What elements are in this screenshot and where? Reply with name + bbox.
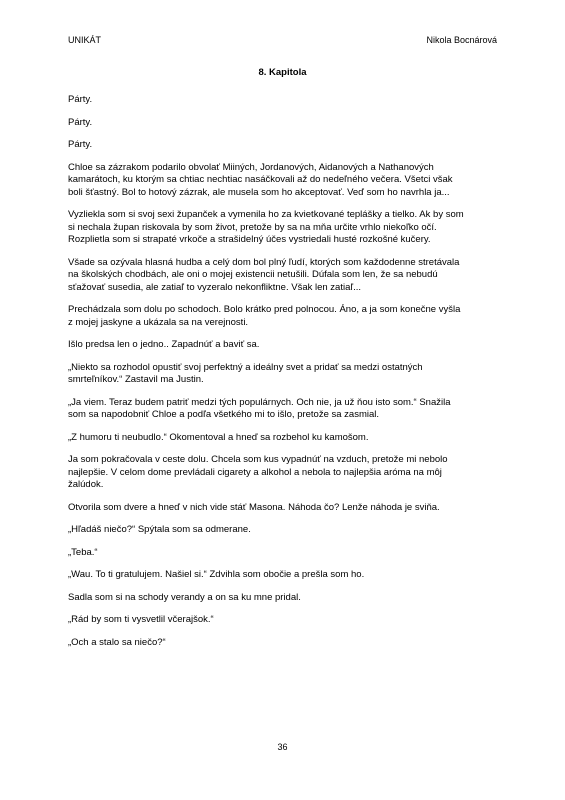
chapter-heading: 8. Kapitola	[258, 67, 307, 78]
paragraph: Vyzliekla som si svoj sexi županček a vymenila ho za kvietkované teplášky a tielko. Ak by som si nechala župan riskovala by som život, pretože by sa na mňa určite vrhlo niekoľko očí. Rozplietla som si strapaté vrkoče a strašidelný účes vystriedali husté rozkošné kučery.	[68, 209, 464, 245]
paragraph: „Och a stalo sa niečo?“	[68, 636, 166, 648]
paragraph: Išlo predsa len o jedno.. Zapadnúť a baviť sa.	[68, 339, 260, 350]
paragraph: Chloe sa zázrakom podarilo obvolať Miiných, Jordanových, Aidanových a Nathanových kamarátoch, ku ktorým sa chtiac nechtiac nasáčkovali až do nedeľného večera. Všetci však boli šťastný. Bol to hotový zázrak, ale musela som ho akceptovať. Veď som ho navrhla ja...	[68, 161, 453, 198]
header-author: Nikola Bocnárová	[426, 35, 497, 45]
paragraph: Párty.	[68, 139, 93, 150]
paragraph: Sadla som si na schody verandy a on sa ku mne pridal.	[68, 591, 301, 603]
paragraph: „Rád by som ti vysvetlil včerajšok.“	[68, 614, 214, 625]
paragraph: „Niekto sa rozhodol opustiť svoj perfektný a ideálny svet a pridať sa medzi ostatných smrteľníkov.“ Zastavil ma Justin.	[68, 361, 423, 385]
header-book-title: UNIKÁT	[68, 35, 102, 45]
paragraph: Všade sa ozývala hlasná hudba a celý dom bol plný ľudí, ktorých som každodenne stretávala na školských chodbách, ale oni o mojej existencii netušili. Dúfala som len, že sa nebudú sťažovať susedia, ale zatiaľ to vyzeralo nekonfliktne. Však len zatiaľ...	[68, 256, 460, 293]
page-number: 36	[277, 742, 288, 752]
paragraph: Párty.	[68, 116, 93, 128]
paragraph: „Teba.“	[68, 546, 98, 558]
paragraph: „Z humoru ti neubudlo.“ Okomentoval a hneď sa rozbehol ku kamošom.	[68, 431, 369, 443]
page-header	[68, 34, 497, 48]
paragraph: Prechádzala som dolu po schodoch. Bolo krátko pred polnocou. Áno, a ja som konečne vyšla z mojej jaskyne a ukázala sa na verejnosti.	[68, 304, 461, 328]
paragraph: Ja som pokračovala v ceste dolu. Chcela som kus vypadnúť na vzduch, pretože mi nebolo najlepšie. V celom dome prevládali cigarety a alkohol a nebola to najlepšia aróma na môj žalúdok.	[68, 454, 448, 490]
paragraph: „Ja viem. Teraz budem patriť medzi tých populárnych. Och nie, ja už ňou isto som.“ Snažila som sa napodobniť Chloe a podľa všetkého mi to išlo, pretože sa zasmial.	[68, 396, 451, 420]
paragraph: Párty.	[68, 94, 93, 105]
paragraph: „Wau. To ti gratulujem. Našiel si.“ Zdvihla som obočie a prešla som ho.	[68, 569, 365, 580]
paragraph: Otvorila som dvere a hneď v nich vide stáť Masona. Náhoda čo? Lenže náhoda je sviňa.	[68, 501, 440, 513]
chapter-body	[68, 94, 500, 659]
paragraph: „Hľadáš niečo?“ Spýtala som sa odmerane.	[68, 524, 251, 535]
